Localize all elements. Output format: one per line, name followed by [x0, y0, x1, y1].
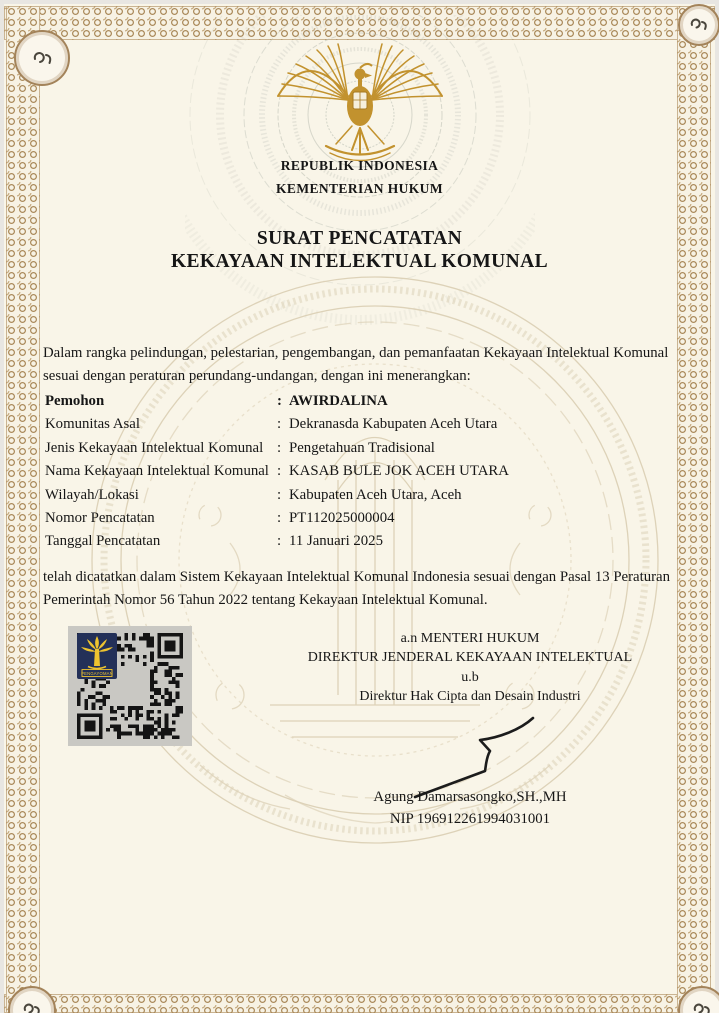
fields-list — [45, 393, 509, 557]
field-row — [45, 487, 509, 510]
field-value: PT112025000004 — [289, 509, 395, 526]
ministry-name: KEMENTERIAN HUKUM — [276, 181, 443, 196]
certificate-title-line2: KEKAYAAN INTELEKTUAL KOMUNAL — [170, 251, 549, 272]
ub-line: u.b — [461, 669, 479, 685]
field-row — [45, 416, 509, 439]
closing-paragraph: telah dicatatkan dalam Sistem Kekayaan Intelektual Komunal Indonesia sesuai dengan Pasal 13 Peraturan Pemerintah Nomor 56 Tahun 2022 tentang Kekayaan Intelektual Komunal. — [43, 569, 671, 608]
intro-paragraph: Dalam rangka pelindungan, pelestarian, pengembangan, dan pemanfaatan Kekayaan Intelektual Komunal sesuai dengan peraturan perundang-undangan, dengan ini menerangkan: — [43, 345, 669, 384]
border-band-bottom — [4, 994, 715, 1013]
field-separator: : — [277, 439, 282, 456]
field-value: AWIRDALINA — [289, 393, 388, 409]
field-label: Nama Kekayaan Intelektual Komunal — [45, 463, 269, 480]
qr-code — [68, 626, 192, 746]
signer-name: Agung Damarsasongko,SH.,MH — [373, 789, 567, 805]
field-separator: : — [277, 533, 282, 550]
corner-ornament-icon — [678, 4, 719, 46]
field-separator: : — [277, 509, 282, 526]
field-separator: : — [277, 463, 282, 480]
field-row — [45, 463, 509, 486]
field-label: Tanggal Pencatatan — [45, 533, 161, 550]
corner-squiggle-icon — [19, 997, 45, 1013]
corner-ornament-icon — [14, 30, 70, 86]
field-label: Jenis Kekayaan Intelektual Komunal — [45, 439, 264, 456]
field-label: Nomor Pencatatan — [45, 509, 155, 526]
field-row — [45, 393, 509, 416]
field-separator: : — [277, 486, 282, 503]
corner-squiggle-icon — [27, 43, 57, 73]
field-value: Pengetahuan Tradisional — [289, 439, 435, 456]
field-label: Komunitas Asal — [45, 416, 140, 433]
field-row — [45, 440, 509, 463]
field-value: 11 Januari 2025 — [289, 533, 383, 550]
corner-squiggle-icon — [689, 997, 715, 1013]
certificate-title-line1: SURAT PENCATATAN — [256, 228, 463, 249]
signer-nip: NIP 196912261994031001 — [389, 810, 551, 827]
office-line1: DIREKTUR JENDERAL KEKAYAAN INTELEKTUAL — [307, 650, 633, 666]
signatory-block — [280, 629, 660, 707]
office-line2: Direktur Hak Cipta dan Desain Industri — [359, 689, 581, 705]
field-value: KASAB BULE JOK ACEH UTARA — [289, 463, 509, 480]
garuda-pancasila-emblem — [270, 36, 450, 164]
signer-name-block — [310, 787, 630, 830]
pengayoman-logo — [77, 633, 117, 679]
field-label: Wilayah/Lokasi — [45, 486, 139, 503]
field-row — [45, 510, 509, 533]
field-value: Kabupaten Aceh Utara, Aceh — [289, 486, 462, 503]
on-behalf-line: a.n MENTERI HUKUM — [400, 631, 540, 646]
field-row — [45, 533, 509, 556]
field-label: Pemohon — [45, 393, 105, 409]
field-value: Dekranasda Kabupaten Aceh Utara — [289, 416, 498, 433]
field-separator: : — [277, 416, 282, 433]
field-separator: : — [277, 393, 282, 409]
corner-squiggle-icon — [686, 12, 712, 38]
pengayoman-banner-text: PENGAYOMAN — [81, 670, 113, 676]
country-name: REPUBLIK INDONESIA — [280, 158, 439, 173]
